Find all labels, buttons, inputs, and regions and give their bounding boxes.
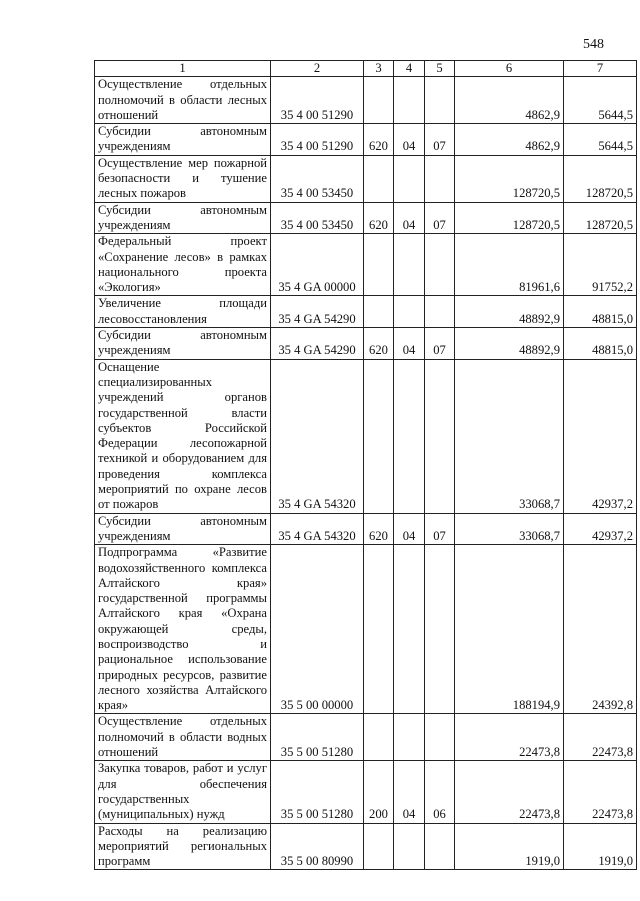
row-name: Расходы на реализацию мероприятий региональных программ [95, 823, 271, 870]
row-col3 [364, 359, 394, 513]
row-col3 [364, 234, 394, 296]
row-col7: 42937,2 [564, 359, 637, 513]
row-col6: 4862,9 [455, 124, 564, 156]
row-col3 [364, 77, 394, 124]
row-col7: 22473,8 [564, 714, 637, 761]
row-col3 [364, 823, 394, 870]
row-col7: 24392,8 [564, 545, 637, 714]
row-col5: 07 [425, 124, 455, 156]
row-col6: 4862,9 [455, 77, 564, 124]
row-col4 [394, 823, 425, 870]
row-name: Осуществление отдельных полномочий в области лесных отношений [95, 77, 271, 124]
row-col6: 48892,9 [455, 328, 564, 360]
row-col3 [364, 296, 394, 328]
row-col6: 48892,9 [455, 296, 564, 328]
table-row [95, 761, 637, 823]
table-row [95, 155, 637, 202]
row-col4 [394, 714, 425, 761]
row-col3: 620 [364, 124, 394, 156]
row-col3: 620 [364, 202, 394, 234]
table-header-row [95, 61, 637, 77]
row-col4: 04 [394, 328, 425, 360]
row-col5 [425, 359, 455, 513]
page-number: 548 [583, 37, 604, 52]
row-code: 35 4 GA 54320 [271, 359, 364, 513]
row-col7: 5644,5 [564, 124, 637, 156]
row-col5: 06 [425, 761, 455, 823]
row-col5 [425, 77, 455, 124]
row-code: 35 4 00 51290 [271, 124, 364, 156]
row-col6: 81961,6 [455, 234, 564, 296]
column-header-1: 1 [95, 61, 271, 77]
row-code: 35 4 00 53450 [271, 155, 364, 202]
row-name: Субсидии автономным учреждениям [95, 202, 271, 234]
row-col7: 5644,5 [564, 77, 637, 124]
row-col4 [394, 155, 425, 202]
row-col4 [394, 296, 425, 328]
row-col7: 128720,5 [564, 202, 637, 234]
row-col4 [394, 545, 425, 714]
row-col4 [394, 359, 425, 513]
table-row [95, 513, 637, 545]
table-row [95, 77, 637, 124]
table-row [95, 328, 637, 360]
row-col6: 33068,7 [455, 513, 564, 545]
row-code: 35 4 GA 54290 [271, 328, 364, 360]
row-name: Подпрограмма «Развитие водохозяйственного комплекса Алтайского края» государственной программы Алтайского края «Охрана окружающей среды, воспроизводство и рациональное использование природных ресурсов, развитие лесного хозяйства Алтайского края» [95, 545, 271, 714]
column-header-4: 4 [394, 61, 425, 77]
row-col5: 07 [425, 202, 455, 234]
row-col6: 22473,8 [455, 761, 564, 823]
row-col7: 48815,0 [564, 296, 637, 328]
row-col4 [394, 234, 425, 296]
row-code: 35 5 00 51280 [271, 761, 364, 823]
row-col7: 1919,0 [564, 823, 637, 870]
budget-table [94, 60, 637, 870]
row-col5 [425, 823, 455, 870]
row-name: Осуществление отдельных полномочий в области водных отношений [95, 714, 271, 761]
table-row [95, 234, 637, 296]
table-row [95, 124, 637, 156]
table-row [95, 823, 637, 870]
row-code: 35 5 00 00000 [271, 545, 364, 714]
row-col4: 04 [394, 513, 425, 545]
table-row [95, 714, 637, 761]
row-name: Закупка товаров, работ и услуг для обеспечения государственных (муниципальных) нужд [95, 761, 271, 823]
row-col4: 04 [394, 202, 425, 234]
row-name: Субсидии автономным учреждениям [95, 328, 271, 360]
column-header-7: 7 [564, 61, 637, 77]
row-col3: 620 [364, 513, 394, 545]
row-col4: 04 [394, 761, 425, 823]
row-col6: 1919,0 [455, 823, 564, 870]
row-col6: 128720,5 [455, 202, 564, 234]
row-col5 [425, 545, 455, 714]
row-col6: 128720,5 [455, 155, 564, 202]
row-name: Оснащение специализированных учреждений органов государственной власти субъектов Российской Федерации лесопожарной техникой и оборудованием для проведения комплекса мероприятий по охране лесов от пожаров [95, 359, 271, 513]
row-col6: 188194,9 [455, 545, 564, 714]
row-col3 [364, 155, 394, 202]
row-col5 [425, 155, 455, 202]
row-col5: 07 [425, 328, 455, 360]
row-code: 35 4 00 51290 [271, 77, 364, 124]
table-row [95, 545, 637, 714]
row-col7: 48815,0 [564, 328, 637, 360]
row-col5 [425, 234, 455, 296]
column-header-3: 3 [364, 61, 394, 77]
row-name: Субсидии автономным учреждениям [95, 513, 271, 545]
row-col5 [425, 296, 455, 328]
row-code: 35 4 GA 54320 [271, 513, 364, 545]
row-col7: 91752,2 [564, 234, 637, 296]
row-code: 35 4 00 53450 [271, 202, 364, 234]
row-name: Федеральный проект «Сохранение лесов» в рамках национального проекта «Экология» [95, 234, 271, 296]
row-col3: 200 [364, 761, 394, 823]
table-row [95, 359, 637, 513]
table-row [95, 296, 637, 328]
table-row [95, 202, 637, 234]
column-header-6: 6 [455, 61, 564, 77]
row-col3 [364, 714, 394, 761]
row-code: 35 5 00 51280 [271, 714, 364, 761]
row-col5 [425, 714, 455, 761]
row-code: 35 4 GA 54290 [271, 296, 364, 328]
row-col3 [364, 545, 394, 714]
row-col7: 42937,2 [564, 513, 637, 545]
row-code: 35 4 GA 00000 [271, 234, 364, 296]
row-col7: 22473,8 [564, 761, 637, 823]
column-header-5: 5 [425, 61, 455, 77]
column-header-2: 2 [271, 61, 364, 77]
row-code: 35 5 00 80990 [271, 823, 364, 870]
row-col4 [394, 77, 425, 124]
row-col3: 620 [364, 328, 394, 360]
row-col6: 22473,8 [455, 714, 564, 761]
row-col4: 04 [394, 124, 425, 156]
row-name: Осуществление мер пожарной безопасности и тушение лесных пожаров [95, 155, 271, 202]
row-name: Субсидии автономным учреждениям [95, 124, 271, 156]
row-col7: 128720,5 [564, 155, 637, 202]
row-col5: 07 [425, 513, 455, 545]
row-col6: 33068,7 [455, 359, 564, 513]
row-name: Увеличение площади лесовосстановления [95, 296, 271, 328]
